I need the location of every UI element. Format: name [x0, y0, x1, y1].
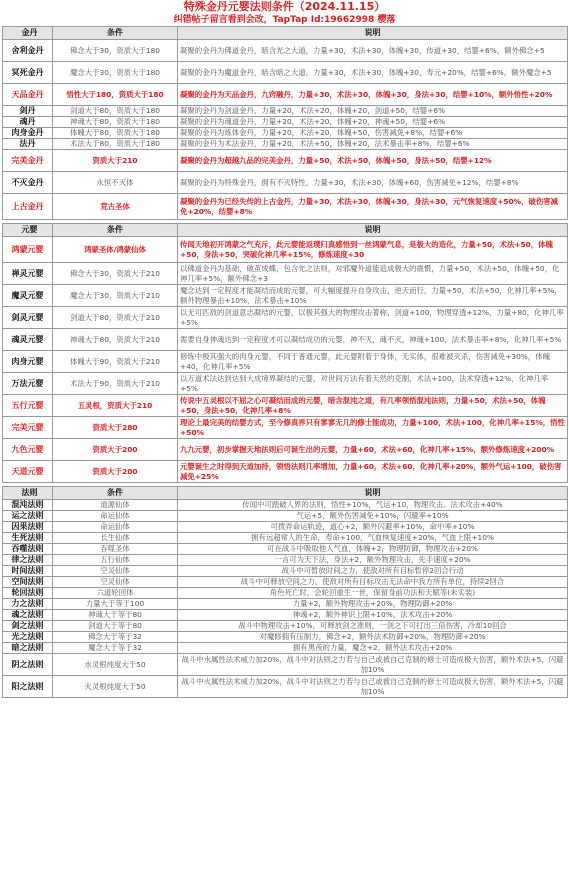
row-name: 鸿蒙元婴	[3, 237, 53, 263]
row-condition: 空灵仙体	[53, 566, 178, 577]
row-description: 战斗中水属性法术威力加20%，战斗中对法则之力若与自己或被自己克制的修士可造成极大伤害，额外术法+5，闪避加10%	[178, 654, 568, 676]
row-name: 魂丹	[3, 117, 53, 128]
table-row	[3, 62, 568, 84]
table-header-row	[3, 27, 568, 40]
row-condition: 五灵根，资质大于210	[53, 395, 178, 417]
row-condition: 佛念大于30，资质大于210	[53, 263, 178, 285]
row-name: 阴之法则	[3, 654, 53, 676]
row-condition: 鸿蒙圣体/鸿蒙仙体	[53, 237, 178, 263]
table-row	[3, 676, 568, 698]
column-header: 说明	[178, 27, 568, 40]
row-condition: 术法大于80，资质大于180	[53, 139, 178, 150]
table-row	[3, 237, 568, 263]
row-condition: 神魂大于80，资质大于210	[53, 329, 178, 351]
table-row	[3, 599, 568, 610]
table-row	[3, 511, 568, 522]
row-condition: 永恒不灭体	[53, 172, 178, 194]
column-header: 说明	[178, 487, 568, 500]
row-description: 凝聚的金丹为特殊金丹，拥有不灭特性，力量+30，术法+30，体魄+60，伤害减免+12%，结婴+8%	[178, 172, 568, 194]
row-condition: 五行仙体	[53, 555, 178, 566]
row-condition: 剑道大于80，资质大于210	[53, 307, 178, 329]
row-condition: 佛念大于30，资质大于180	[53, 40, 178, 62]
table-row	[3, 643, 568, 654]
row-description: 凝聚的金丹为已经失传的上古金丹，力量+30，术法+30，体魄+30，身法+30，元气恢复速度+50%，破伤害减免+20%，结婴+8%	[178, 194, 568, 220]
table-row	[3, 417, 568, 439]
column-header: 金丹	[3, 27, 53, 40]
row-condition: 资质大于200	[53, 461, 178, 483]
row-name: 魂之法则	[3, 610, 53, 621]
row-condition: 体魄大于80，资质大于180	[53, 128, 178, 139]
row-name: 暗之法则	[3, 643, 53, 654]
row-description: 凝聚的金丹为炼体金丹，力量+20，术法+20，体魄+50，伤害减免+8%，结婴+6%	[178, 128, 568, 139]
row-name: 阳之法则	[3, 676, 53, 698]
table-row	[3, 654, 568, 676]
row-condition: 魔念大于30，资质大于210	[53, 285, 178, 307]
row-name: 律之法则	[3, 555, 53, 566]
row-description: 理论上最完美的结婴方式，至今修真界只有寥寥无几的修士能成功，力量+100，术法+100，化神几率+15%，悟性+50%	[178, 417, 568, 439]
table-row	[3, 128, 568, 139]
row-description: 一言可为天下法，身法+2，额外物理攻击，先手速度+20%	[178, 555, 568, 566]
row-name: 魔灵元婴	[3, 285, 53, 307]
table-row	[3, 544, 568, 555]
column-header: 条件	[53, 27, 178, 40]
table-header-row	[3, 487, 568, 500]
row-description: 神魂+2，额外神识上限+10%，法术攻击+20%	[178, 610, 568, 621]
page-subtitle: 纠错帖子留言看到会改，TapTap Id:19662998 樱落	[173, 15, 396, 25]
table-row	[3, 522, 568, 533]
row-description: 魔念达到一定程度才能凝结而成的元婴，可大幅度提升自身攻击，逆天而行，力量+50，术法+50，化神几率+5%，额外物理暴击+10%，法术暴击+10%	[178, 285, 568, 307]
row-name: 因果法则	[3, 522, 53, 533]
row-condition: 水灵根纯度大于50	[53, 654, 178, 676]
row-name: 肉身金丹	[3, 128, 53, 139]
row-condition: 神魂大于80，资质大于180	[53, 117, 178, 128]
row-condition: 资质大于280	[53, 417, 178, 439]
jindan-table	[2, 26, 568, 220]
table-row	[3, 117, 568, 128]
row-condition: 火灵根纯度大于50	[53, 676, 178, 698]
column-header: 条件	[53, 224, 178, 237]
row-name: 运之法则	[3, 511, 53, 522]
row-description: 战斗中物理攻击+10%，可释放剑之准则，一剑之下可打出三倍伤害，冷却10回合	[178, 621, 568, 632]
table-row	[3, 351, 568, 373]
row-condition: 悟性大于180，资质大于180	[53, 84, 178, 106]
column-header: 元婴	[3, 224, 53, 237]
table-row	[3, 194, 568, 220]
row-name: 法丹	[3, 139, 53, 150]
row-description: 角色死亡时，会轮回重生一世，保留身前功法和天赋等(未实装)	[178, 588, 568, 599]
row-name: 舍利金丹	[3, 40, 53, 62]
row-description: 以无可匹敌的剑道意志凝结的元婴，以极其强大的物理攻击著称，剑道+100，物理穿透+12%，力量+80，化神几率+5%	[178, 307, 568, 329]
row-description: 凝聚的金丹为术法金丹，力量+20，术法+50，体魄+20，法术暴击率+8%，结婴+6%	[178, 139, 568, 150]
row-name: 完美金丹	[3, 150, 53, 172]
rules-sheet	[2, 0, 567, 698]
row-condition: 术法大于90，资质大于210	[53, 373, 178, 395]
row-description: 力量+2，额外物理攻击+20%，物理防御+20%	[178, 599, 568, 610]
row-condition: 长生仙体	[53, 533, 178, 544]
row-name: 禅灵元婴	[3, 263, 53, 285]
row-condition: 空灵仙体	[53, 577, 178, 588]
yuanying-table	[2, 223, 568, 483]
row-condition: 力量大于等于100	[53, 599, 178, 610]
page-title: 特殊金丹元婴法则条件（2024.11.15）	[183, 0, 386, 13]
row-name: 时间法则	[3, 566, 53, 577]
row-name: 万法元婴	[3, 373, 53, 395]
row-name: 天品金丹	[3, 84, 53, 106]
row-name: 不灭金丹	[3, 172, 53, 194]
row-description: 气运+5，额外伤害减免+10%，闪避率+10%	[178, 511, 568, 522]
row-condition: 资质大于210	[53, 150, 178, 172]
table-row	[3, 139, 568, 150]
table-header-row	[3, 224, 568, 237]
row-name: 九色元婴	[3, 439, 53, 461]
row-condition: 魔念大于等于32	[53, 643, 178, 654]
row-condition: 荒古圣体	[53, 194, 178, 220]
row-description: 战斗中可释放空间之力，使敌对所有目标攻击无法命中我方所有单位，持续2回合	[178, 577, 568, 588]
row-name: 空间法则	[3, 577, 53, 588]
table-row	[3, 533, 568, 544]
table-row	[3, 632, 568, 643]
row-description: 可拨弄命运轨迹，道心+2，额外闪避率+10%，命中率+10%	[178, 522, 568, 533]
row-description: 战斗中火属性法术威力加20%，战斗中对法则之力若与自己或被自己克制的修士可造成极大伤害，额外术法+5，闪避加10%	[178, 676, 568, 698]
row-description: 凝聚的金丹为剑道金丹，力量+20，术法+20，体魄+20，剑道+50，结婴+6%	[178, 106, 568, 117]
table-row	[3, 106, 568, 117]
row-name: 混沌法则	[3, 500, 53, 511]
column-header: 说明	[178, 224, 568, 237]
row-name: 吞噬法则	[3, 544, 53, 555]
row-description: 凝聚的金丹为超越九品的完美金丹，力量+50，术法+50，体魄+50，身法+50，结婴+12%	[178, 150, 568, 172]
row-description: 元婴诞生之时得到天道加持，领悟法则几率增加，力量+60，术法+60，化神几率+20%，额外气运+100，破伤害减免+25%	[178, 461, 568, 483]
row-name: 轮回法则	[3, 588, 53, 599]
row-description: 可在战斗中吸取他人气血，体魄+2，物理防御，物理攻击+20%	[178, 544, 568, 555]
row-description: 凝聚的金丹为佛道金丹，暗含光之大道，力量+30，术法+30，体魄+30，传道+30，结婴+6%，额外佛念+5	[178, 40, 568, 62]
table-row	[3, 588, 568, 599]
row-name: 五行元婴	[3, 395, 53, 417]
row-condition: 命运仙体	[53, 511, 178, 522]
row-description: 修炼中极其强大的肉身元婴，不同于普通元婴，此元婴附着于身体，无实体，很难被灭杀，伤害减免+30%，体魄+40，化神几率+5%	[178, 351, 568, 373]
table-row	[3, 461, 568, 483]
row-name: 剑之法则	[3, 621, 53, 632]
row-name: 力之法则	[3, 599, 53, 610]
row-name: 剑丹	[3, 106, 53, 117]
column-header: 条件	[53, 487, 178, 500]
row-description: 传闻天地初开鸿蒙之气充斥，此元婴能返璞归真感悟到一丝鸿蒙气息，是极大的造化，力量+50，术法+50，体魄+50，身法+50，突破化神几率+15%，修炼速度+30	[178, 237, 568, 263]
tables-container	[2, 26, 567, 698]
row-name: 上古金丹	[3, 194, 53, 220]
row-name: 光之法则	[3, 632, 53, 643]
row-condition: 魔念大于30，资质大于180	[53, 62, 178, 84]
row-condition: 剑道大于80，资质大于180	[53, 106, 178, 117]
row-description: 以佛道金丹为基础，破茧成蝶，包含光之法则，对邪魔外道能造成极大的震慑，力量+50，术法+50，体魄+50，化神几率+5%，额外佛念+3	[178, 263, 568, 285]
table-row	[3, 566, 568, 577]
row-condition: 佛念大于等于32	[53, 632, 178, 643]
row-description: 需要自身神魂达到一定程度才可以凝结成功的元婴，神不灭，魂不灭，神魂+100，法术暴击率+8%，化神几率+5%	[178, 329, 568, 351]
fazei-table	[2, 486, 568, 698]
row-condition: 六道轮回体	[53, 588, 178, 599]
table-row	[3, 373, 568, 395]
row-description: 战斗中可暂放时间之力，使敌对所有目标暂停2回合行动	[178, 566, 568, 577]
row-description: 拥有黑夜的力量，魔念+2，额外法术攻击+20%	[178, 643, 568, 654]
row-description: 对魔修拥有压制力，佛念+2，额外法术防御+20%，物理防御+20%	[178, 632, 568, 643]
row-condition: 命运仙体	[53, 522, 178, 533]
row-description: 九九元婴，初步掌握天地法则后可诞生出的元婴，力量+60，术法+60，化神几率+15%，额外修炼速度+200%	[178, 439, 568, 461]
row-condition: 体魄大于90，资质大于210	[53, 351, 178, 373]
table-row	[3, 307, 568, 329]
column-header: 法则	[3, 487, 53, 500]
table-row	[3, 263, 568, 285]
table-row	[3, 439, 568, 461]
table-row	[3, 395, 568, 417]
row-condition: 资质大于200	[53, 439, 178, 461]
row-description: 传说中五灵根以不屈之心可凝结而成的元婴，暗含混沌之道，有几率领悟混沌法则，力量+50，术法+50，体魄+50，身法+50，化神几率+8%	[178, 395, 568, 417]
table-row	[3, 577, 568, 588]
table-row	[3, 172, 568, 194]
row-description: 拥有远超常人的生命，寿命+100，气血恢复速度+20%，气血上限+10%	[178, 533, 568, 544]
table-row	[3, 150, 568, 172]
row-name: 生死法则	[3, 533, 53, 544]
row-description: 以万道术法达到达到大成境界凝结的元婴，对世间万法有着天然的克制，术法+100，法术穿透+12%，化神几率+5%	[178, 373, 568, 395]
row-condition: 吞噬圣体	[53, 544, 178, 555]
row-description: 凝聚的金丹为天品金丹，九窍融丹，力量+30，术法+30，体魄+30，身法+30，结婴+10%，额外悟性+20%	[178, 84, 568, 106]
row-name: 天道元婴	[3, 461, 53, 483]
table-row	[3, 621, 568, 632]
row-description: 凝聚的金丹为魔道金丹，暗含暗之大道，力量+30，术法+30，体魄+30，寿元+20%，结婴+6%，额外魔念+5	[178, 62, 568, 84]
table-row	[3, 285, 568, 307]
table-row	[3, 84, 568, 106]
table-row	[3, 40, 568, 62]
row-name: 完美元婴	[3, 417, 53, 439]
table-row	[3, 329, 568, 351]
row-description: 凝聚的金丹为魂道金丹，力量+20，术法+20，体魄+20，神魂+50，结婴+6%	[178, 117, 568, 128]
row-description: 传闻中可踏破人界的法则，悟性+10%，气运+10，物理攻击、法术攻击+40%	[178, 500, 568, 511]
row-condition: 道源仙体	[53, 500, 178, 511]
table-row	[3, 500, 568, 511]
row-name: 剑灵元婴	[3, 307, 53, 329]
row-condition: 剑道大于等于80	[53, 621, 178, 632]
table-row	[3, 610, 568, 621]
row-condition: 神魂大于等于80	[53, 610, 178, 621]
row-name: 肉身元婴	[3, 351, 53, 373]
row-name: 冥死金丹	[3, 62, 53, 84]
row-name: 魂灵元婴	[3, 329, 53, 351]
table-row	[3, 555, 568, 566]
